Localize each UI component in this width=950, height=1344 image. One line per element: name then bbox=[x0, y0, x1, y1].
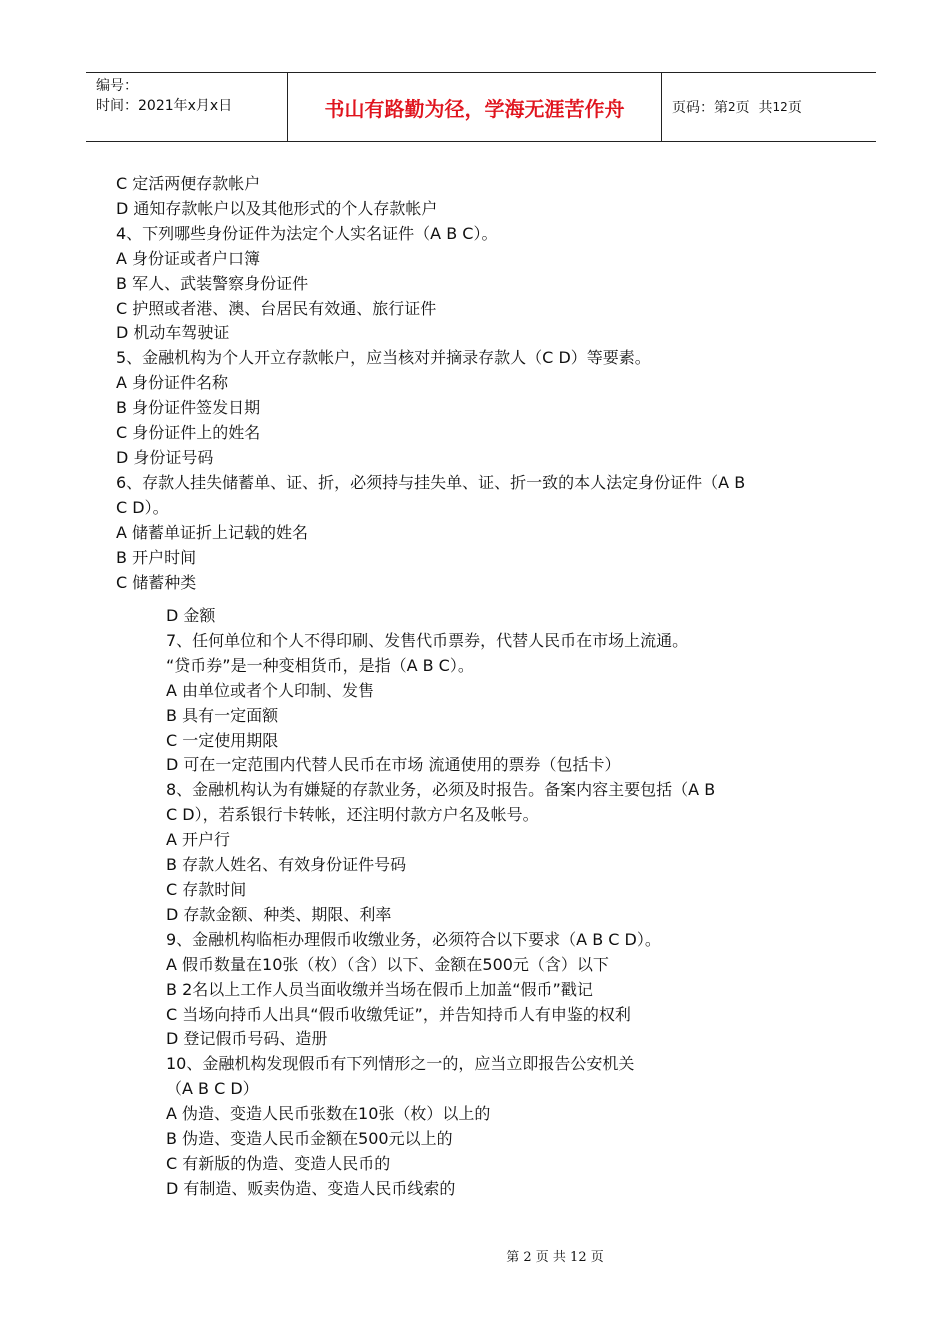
text-line: C 定活两便存款帐户 bbox=[116, 174, 261, 193]
text-line: A 开户行 bbox=[166, 830, 231, 850]
text-line: （A B C D） bbox=[166, 1079, 259, 1099]
text-line: A 由单位或者个人印制、发售 bbox=[166, 680, 375, 700]
text-line: B 伪造、变造人民币金额在500元以上的 bbox=[166, 1129, 453, 1149]
text-line: B 2名以上工作人员当面收缴并当场在假币上加盖“假币”戳记 bbox=[166, 979, 593, 999]
text-line: 9、金融机构临柜办理假币收缴业务，必须符合以下要求（A B C D）。 bbox=[166, 929, 661, 949]
text-line: C D）。 bbox=[116, 497, 169, 517]
text-line: B 军人、武装警察身份证件 bbox=[116, 273, 309, 293]
text-line: D 登记假币号码、造册 bbox=[166, 1029, 328, 1049]
text-line: C 护照或者港、澳、台居民有效通、旅行证件 bbox=[116, 298, 437, 318]
text-line: C 当场向持币人出具“假币收缴凭证”，并告知持币人有申鉴的权利 bbox=[166, 1004, 631, 1024]
header-meta bbox=[86, 73, 288, 141]
page-number: 2 bbox=[728, 100, 736, 114]
text-line: C 存款时间 bbox=[166, 879, 247, 899]
page-header bbox=[86, 72, 876, 142]
text-line: A 伪造、变造人民币张数在10张（枚）以上的 bbox=[166, 1104, 491, 1124]
text-line: A 储蓄单证折上记载的姓名 bbox=[116, 522, 309, 542]
body-block-2 bbox=[166, 604, 806, 1202]
text-line: 5、金融机构为个人开立存款帐户，应当核对并摘录存款人（C D）等要素。 bbox=[116, 348, 651, 368]
header-motto: 书山有路勤为径，学海无涯苦作舟 bbox=[288, 73, 662, 141]
text-line: C D），若系银行卡转帐，还注明付款方户名及帐号。 bbox=[166, 805, 539, 825]
text-line: C 储蓄种类 bbox=[116, 572, 197, 592]
text-line: 8、金融机构认为有嫌疑的存款业务，必须及时报告。备案内容主要包括（A B bbox=[166, 780, 716, 800]
text-line: 7、任何单位和个人不得印刷、发售代币票券，代替人民币在市场上流通。 bbox=[166, 630, 689, 650]
body-block-1 bbox=[116, 172, 856, 595]
text-line: “贷币券”是一种变相货币，是指（A B C）。 bbox=[166, 655, 474, 675]
text-line: D 机动车驾驶证 bbox=[116, 323, 230, 343]
text-line: D 存款金额、种类、期限、利率 bbox=[166, 904, 392, 924]
code-label: 编号： bbox=[96, 78, 138, 94]
header-page-info bbox=[662, 73, 876, 141]
text-line: D 可在一定范围内代替人民币在市场 流通使用的票券（包括卡） bbox=[166, 755, 621, 775]
page-suffix: 页 bbox=[787, 100, 802, 116]
page-prefix: 页码：第 bbox=[672, 100, 728, 116]
text-line: 10、金融机构发现假币有下列情形之一的，应当立即报告公安机关 bbox=[166, 1054, 635, 1074]
text-line: B 身份证件签发日期 bbox=[116, 398, 261, 418]
page-total: 12 bbox=[772, 100, 788, 114]
text-line: A 假币数量在10张（枚）（含）以下、金额在500元（含）以下 bbox=[166, 954, 609, 974]
page-footer: 第 2 页 共 12 页 bbox=[506, 1250, 604, 1265]
text-line: D 金额 bbox=[166, 606, 216, 625]
time-label: 时间：2021年x月x日 bbox=[96, 98, 233, 114]
page-mid: 页 共 bbox=[735, 100, 773, 116]
text-line: B 开户时间 bbox=[116, 547, 197, 567]
text-line: A 身份证或者户口簿 bbox=[116, 248, 261, 268]
text-line: D 身份证号码 bbox=[116, 447, 214, 467]
text-line: C 一定使用期限 bbox=[166, 730, 279, 750]
text-line: D 通知存款帐户以及其他形式的个人存款帐户 bbox=[116, 198, 438, 218]
text-line: B 具有一定面额 bbox=[166, 705, 279, 725]
text-line: D 有制造、贩卖伪造、变造人民币线索的 bbox=[166, 1178, 456, 1198]
text-line: B 存款人姓名、有效身份证件号码 bbox=[166, 855, 407, 875]
text-line: 6、存款人挂失储蓄单、证、折，必须持与挂失单、证、折一致的本人法定身份证件（A B bbox=[116, 472, 746, 492]
text-line: 4、下列哪些身份证件为法定个人实名证件（A B C）。 bbox=[116, 223, 498, 243]
text-line: C 身份证件上的姓名 bbox=[116, 423, 261, 443]
text-line: A 身份证件名称 bbox=[116, 373, 229, 393]
text-line: C 有新版的伪造、变造人民币的 bbox=[166, 1153, 391, 1173]
